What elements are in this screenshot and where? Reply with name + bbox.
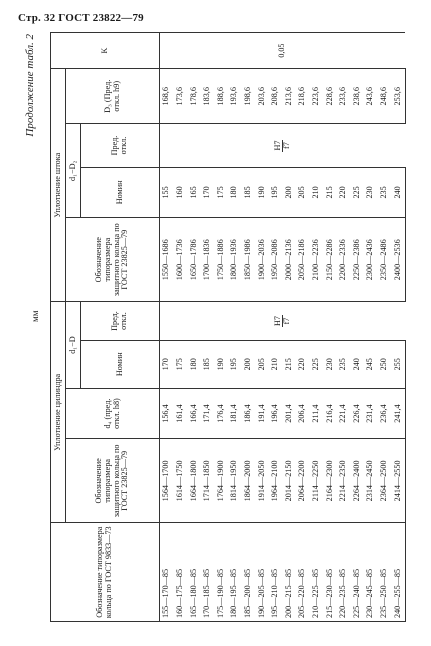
d4-value: 231,4 bbox=[364, 388, 378, 438]
cyl-protective-ring: 1614—1750 bbox=[174, 439, 188, 523]
cyl-protective-ring: 1764—1900 bbox=[214, 439, 228, 523]
D3-value: 238,6 bbox=[350, 69, 364, 124]
cyl-protective-ring: 1914—2050 bbox=[255, 439, 269, 523]
ring-designation: 195—210—85 bbox=[269, 523, 283, 622]
ring-designation: 240—255—85 bbox=[391, 523, 405, 622]
header-D3: D₃ (Пред. откл. h9) bbox=[66, 69, 160, 124]
d1-D2-nominal: 210 bbox=[310, 167, 324, 217]
cyl-protective-ring: 2364—2500 bbox=[378, 439, 392, 523]
rod-protective-ring: 2150—2286 bbox=[323, 218, 337, 302]
ring-designation: 230—245—85 bbox=[364, 523, 378, 622]
d1-D2-nominal: 230 bbox=[364, 167, 378, 217]
header-rod-group: Уплотнение штока bbox=[51, 69, 66, 302]
cyl-protective-ring: 2114—2250 bbox=[310, 439, 324, 523]
d1-D-nominal: 185 bbox=[201, 340, 215, 388]
d1-D2-nominal: 235 bbox=[378, 167, 392, 217]
tolerance-shaft: f7 bbox=[281, 142, 291, 149]
dimensions-table bbox=[50, 32, 406, 622]
ring-designation: 175—190—85 bbox=[214, 523, 228, 622]
d1-D2-nominal: 155 bbox=[160, 167, 174, 217]
ring-designation: 220—235—85 bbox=[337, 523, 351, 622]
cyl-protective-ring: 1964—2100 bbox=[269, 439, 283, 523]
cyl-protective-ring: 1664—1800 bbox=[187, 439, 201, 523]
D3-value: 203,6 bbox=[255, 69, 269, 124]
d1-D-nominal: 175 bbox=[174, 340, 188, 388]
D3-value: 213,6 bbox=[282, 69, 296, 124]
D3-value: 248,6 bbox=[378, 69, 392, 124]
d1-D-nominal: 255 bbox=[391, 340, 405, 388]
tolerance-hole: H7 bbox=[272, 140, 282, 151]
d4-value: 211,4 bbox=[310, 388, 324, 438]
cyl-protective-ring: 2314—2450 bbox=[364, 439, 378, 523]
rod-protective-ring: 2400—2536 bbox=[391, 218, 405, 302]
ring-designation: 185—200—85 bbox=[242, 523, 256, 622]
header-d1-D: d₁−D bbox=[66, 302, 81, 389]
header-col2: Обозначение типоразмера защитного кольца по ГОСТ 23825—79 bbox=[66, 439, 160, 523]
d1-D2-nominal: 190 bbox=[255, 167, 269, 217]
d1-D2-nominal: 220 bbox=[337, 167, 351, 217]
header-d1-D2: d₁−D₂ bbox=[66, 124, 81, 218]
ring-designation: 190—205—85 bbox=[255, 523, 269, 622]
d1-D2-nominal: 180 bbox=[228, 167, 242, 217]
header-d4: d₄ (пред. откл. h8) bbox=[66, 388, 160, 438]
d1-D-nominal: 180 bbox=[187, 340, 201, 388]
ring-designation: 180—195—85 bbox=[228, 523, 242, 622]
d4-value: 216,4 bbox=[323, 388, 337, 438]
D3-value: 198,6 bbox=[242, 69, 256, 124]
cyl-protective-ring: 1864—2000 bbox=[242, 439, 256, 523]
rod-protective-ring: 2100—2236 bbox=[310, 218, 324, 302]
D3-value: 228,6 bbox=[323, 69, 337, 124]
d1-D-nominal: 190 bbox=[214, 340, 228, 388]
table-row bbox=[160, 33, 174, 622]
d4-value: 171,4 bbox=[201, 388, 215, 438]
d1-D2-nominal: 185 bbox=[242, 167, 256, 217]
ring-designation: 155—170—85 bbox=[160, 523, 174, 622]
tolerance-shaft: f7 bbox=[281, 317, 291, 325]
d1-D2-nominal: 175 bbox=[214, 167, 228, 217]
rod-protective-ring: 1600—1736 bbox=[174, 218, 188, 302]
cyl-protective-ring: 1564—1700 bbox=[160, 439, 174, 523]
D3-value: 233,6 bbox=[337, 69, 351, 124]
ring-designation: 225—240—85 bbox=[350, 523, 364, 622]
rod-protective-ring: 1750—1886 bbox=[214, 218, 228, 302]
cyl-protective-ring: 2214—2350 bbox=[337, 439, 351, 523]
D3-value: 208,6 bbox=[269, 69, 283, 124]
D3-value: 168,6 bbox=[160, 69, 174, 124]
D3-value: 218,6 bbox=[296, 69, 310, 124]
d1-D-nominal: 240 bbox=[350, 340, 364, 388]
d4-value: 201,4 bbox=[282, 388, 296, 438]
d1-D2-nominal: 215 bbox=[323, 167, 337, 217]
d1-D2-nominal: 160 bbox=[174, 167, 188, 217]
d4-value: 236,4 bbox=[378, 388, 392, 438]
rod-protective-ring: 2250—2386 bbox=[350, 218, 364, 302]
D3-value: 253,6 bbox=[391, 69, 405, 124]
ring-designation: 160—175—85 bbox=[174, 523, 188, 622]
d4-value: 206,4 bbox=[296, 388, 310, 438]
d4-value: 156,4 bbox=[160, 388, 174, 438]
ring-designation: 235—250—85 bbox=[378, 523, 392, 622]
rod-protective-ring: 2000—2136 bbox=[282, 218, 296, 302]
ring-designation: 170—185—85 bbox=[201, 523, 215, 622]
d1-D-nominal: 205 bbox=[255, 340, 269, 388]
d4-value: 161,4 bbox=[174, 388, 188, 438]
d1-D2-nominal: 240 bbox=[391, 167, 405, 217]
d1-D-nominal: 210 bbox=[269, 340, 283, 388]
rod-protective-ring: 1800—1936 bbox=[228, 218, 242, 302]
cyl-protective-ring: 2164—2300 bbox=[323, 439, 337, 523]
unit-label: мм bbox=[30, 310, 40, 322]
header-cylinder-group: Уплотнение цилиндра bbox=[51, 302, 66, 523]
d1-D2-nominal: 200 bbox=[282, 167, 296, 217]
header-col1: Обозначение типоразмера кольца по ГОСТ 9833—73 bbox=[51, 523, 160, 622]
header-nominal-rod: Номин bbox=[81, 167, 160, 217]
d4-value: 241,4 bbox=[391, 388, 405, 438]
d1-D-nominal: 200 bbox=[242, 340, 256, 388]
d4-value: 166,4 bbox=[187, 388, 201, 438]
rod-protective-ring: 1700—1836 bbox=[201, 218, 215, 302]
cyl-protective-ring: 2064—2200 bbox=[296, 439, 310, 523]
header-k: K bbox=[51, 33, 160, 69]
d4-value: 181,4 bbox=[228, 388, 242, 438]
d1-D-nominal: 230 bbox=[323, 340, 337, 388]
rod-protective-ring: 1950—2086 bbox=[269, 218, 283, 302]
ring-designation: 200—215—85 bbox=[282, 523, 296, 622]
d1-D-nominal: 250 bbox=[378, 340, 392, 388]
d1-D-nominal: 195 bbox=[228, 340, 242, 388]
D3-value: 223,6 bbox=[310, 69, 324, 124]
k-value: 0,05 bbox=[160, 33, 406, 69]
D3-value: 178,6 bbox=[187, 69, 201, 124]
d4-value: 226,4 bbox=[350, 388, 364, 438]
rod-protective-ring: 1650—1786 bbox=[187, 218, 201, 302]
d1-D2-nominal: 225 bbox=[350, 167, 364, 217]
rod-protective-ring: 2050—2186 bbox=[296, 218, 310, 302]
d1-D-nominal: 220 bbox=[296, 340, 310, 388]
rod-protective-ring: 2300—2436 bbox=[364, 218, 378, 302]
d1-D2-nominal: 205 bbox=[296, 167, 310, 217]
d1-D-nominal: 225 bbox=[310, 340, 324, 388]
tolerance-hole: H7 bbox=[272, 316, 282, 327]
d4-value: 186,4 bbox=[242, 388, 256, 438]
D3-value: 193,6 bbox=[228, 69, 242, 124]
rotated-table-block bbox=[24, 32, 414, 622]
d4-value: 196,4 bbox=[269, 388, 283, 438]
d1-D-nominal: 215 bbox=[282, 340, 296, 388]
D3-value: 183,6 bbox=[201, 69, 215, 124]
header-nominal: Номин bbox=[81, 340, 160, 388]
cyl-protective-ring: 2014—2150 bbox=[282, 439, 296, 523]
header-col5: Обозначение типоразмера защитного кольца по ГОСТ 23825—79 bbox=[66, 218, 160, 302]
rod-protective-ring: 1900—2036 bbox=[255, 218, 269, 302]
d1-D2-nominal: 195 bbox=[269, 167, 283, 217]
header-tolerance-rod: Пред. откл. bbox=[81, 124, 160, 167]
rod-protective-ring: 1550—1686 bbox=[160, 218, 174, 302]
rod-protective-ring: 2350—2486 bbox=[378, 218, 392, 302]
ring-designation: 210—225—85 bbox=[310, 523, 324, 622]
d1-D-nominal: 245 bbox=[364, 340, 378, 388]
cyl-protective-ring: 2414—2550 bbox=[391, 439, 405, 523]
D3-value: 173,6 bbox=[174, 69, 188, 124]
cyl-protective-ring: 1814—1950 bbox=[228, 439, 242, 523]
cyl-protective-ring: 1714—1850 bbox=[201, 439, 215, 523]
ring-designation: 165—180—85 bbox=[187, 523, 201, 622]
d1-D2-nominal: 170 bbox=[201, 167, 215, 217]
cyl-protective-ring: 2264—2400 bbox=[350, 439, 364, 523]
d4-value: 176,4 bbox=[214, 388, 228, 438]
rod-protective-ring: 2200—2336 bbox=[337, 218, 351, 302]
page-header: Стр. 32 ГОСТ 23822—79 bbox=[18, 12, 144, 24]
d4-value: 221,4 bbox=[337, 388, 351, 438]
rod-protective-ring: 1850—1986 bbox=[242, 218, 256, 302]
D3-value: 188,6 bbox=[214, 69, 228, 124]
d1-D2-nominal: 165 bbox=[187, 167, 201, 217]
d4-value: 191,4 bbox=[255, 388, 269, 438]
d1-D-nominal: 170 bbox=[160, 340, 174, 388]
D3-value: 243,6 bbox=[364, 69, 378, 124]
d1-D-nominal: 235 bbox=[337, 340, 351, 388]
ring-designation: 215—230—85 bbox=[323, 523, 337, 622]
d1-D2-tolerance bbox=[160, 124, 406, 167]
continuation-caption: Продолжение табл. 2 bbox=[24, 34, 36, 137]
d1-D-tolerance bbox=[160, 302, 406, 340]
ring-designation: 205—220—85 bbox=[296, 523, 310, 622]
header-tolerance: Пред. откл. bbox=[81, 302, 160, 340]
